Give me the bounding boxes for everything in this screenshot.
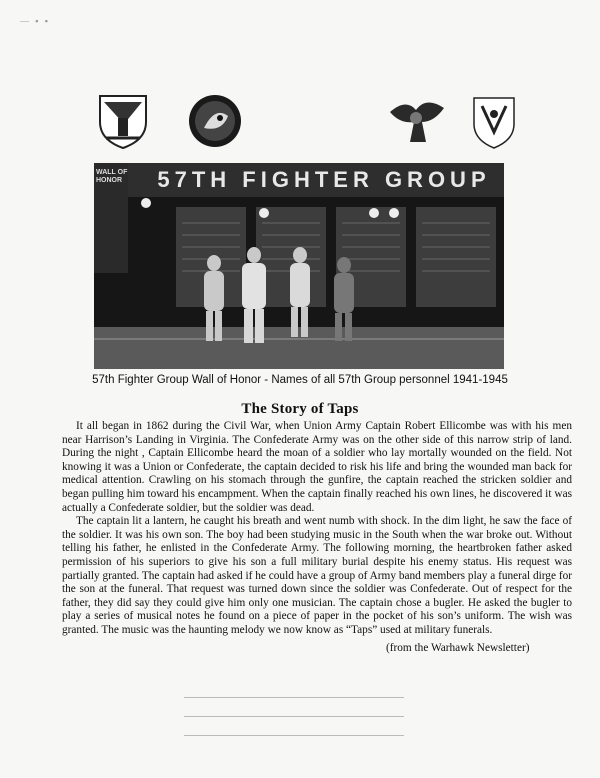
wall-heading: 57TH FIGHTER GROUP <box>157 167 491 192</box>
article-title: The Story of Taps <box>241 401 359 417</box>
wall-sign: WALL OF HONOR <box>96 169 128 184</box>
round-squadron-emblem-logo <box>186 92 244 150</box>
article-paragraph: It all began in 1862 during the Civil War, when Union Army Captain Robert Ellicombe was with his men near Harrison’s Landing in Virginia. The Confederate Army was on the other side of this narrow strip of land. During the night , Captain Ellicombe heard the moan of a soldier who lay mortally wounded on the field. Not knowing it was a Union or Confederate, the captain decided to risk his life and bring the wounded man back for medical attention. Crawling on his stomach through the gunfire, the captain reached the stricken soldier and began pulling him toward his encampment. When the captain finally reached his own lines, he discovered it was actually a Confederate soldier, but the soldier was dead. <box>62 420 572 514</box>
bleed-through-form-lines <box>184 683 404 740</box>
squadron-shield-logo <box>94 92 152 150</box>
form-line <box>184 721 404 736</box>
article-body <box>62 420 572 638</box>
wall-of-honor-photo <box>94 163 504 369</box>
article-paragraph: The captain lit a lantern, he caught his breath and went numb with shock. In the dim light, he saw the face of the soldier. It was his own son. The boy had been studying music in the South when the war broke out. Without telling his father, he enlisted in the Confederate Army. The following morning, the heartbroken father asked permission of his superiors to give his son a full military burial despite his enemy status. His request was partially granted. The captain had asked if he could have a group of Army band members play a funeral dirge for the son at the funeral. That request was turned down since the soldier was Confederate. Out of respect for the father, they did say they could give him only one musician. The captain chose a bugler. He asked the bugler to play a series of musical notes he found on a piece of paper in the pocket of his son’s uniform. The wish was granted. The music was the haunting melody we now know as “Taps” used at military funerals. <box>62 515 572 636</box>
photo-caption: 57th Fighter Group Wall of Honor - Names of all 57th Group personnel 1941-1945 <box>92 374 508 386</box>
corner-mark: — ▪ ▪ <box>20 16 50 26</box>
form-line <box>184 683 404 698</box>
cactus-badge-logo <box>470 92 518 150</box>
form-line <box>184 702 404 717</box>
article-source: (from the Warhawk Newsletter) <box>386 642 530 654</box>
winged-squadron-emblem-logo <box>386 92 448 150</box>
bleed-through-text <box>86 66 265 79</box>
wall-of-honor-scene <box>94 163 504 369</box>
